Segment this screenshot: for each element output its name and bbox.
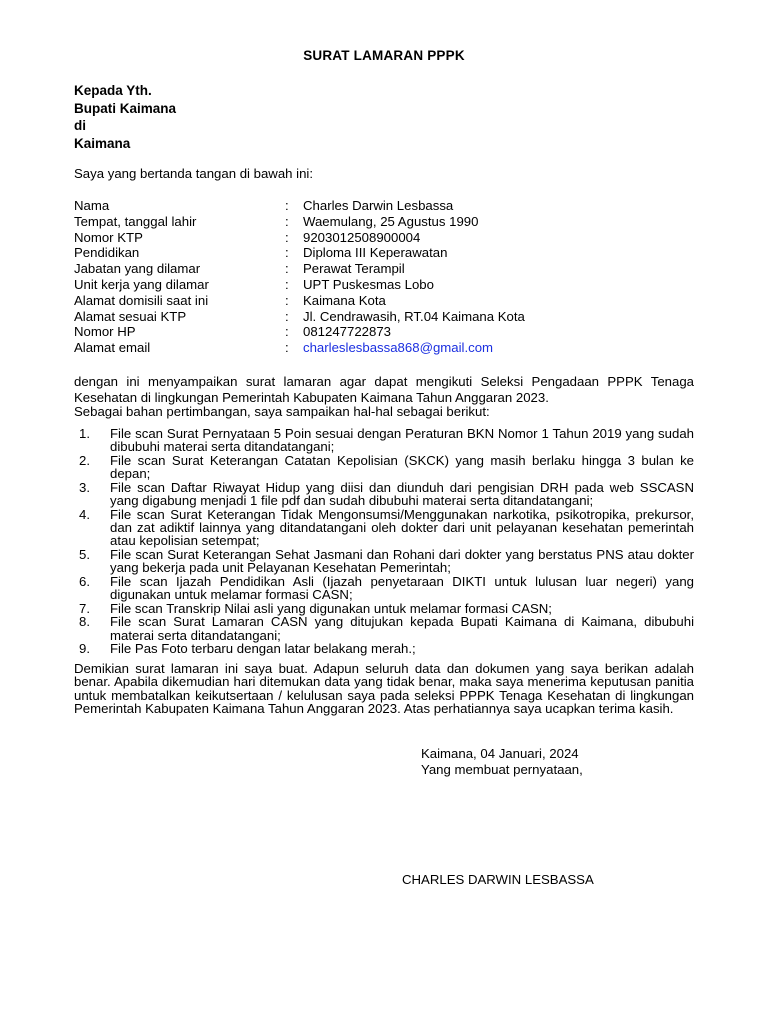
list-item-number: 5. <box>79 546 90 562</box>
signer-caption: Yang membuat pernyataan, <box>421 762 583 777</box>
field-label: Alamat email <box>74 340 151 356</box>
email-link[interactable]: charleslesbassa868@gmail.com <box>303 340 494 356</box>
document-title: SURAT LAMARAN PPPK <box>303 48 465 63</box>
field-colon: : <box>285 213 289 229</box>
field-colon: : <box>285 276 289 292</box>
field-value: 081247722873 <box>303 324 392 340</box>
list-item-number: 7. <box>79 600 90 616</box>
field-colon: : <box>285 261 289 277</box>
field-label: Alamat domisili saat ini <box>74 292 209 308</box>
list-item <box>74 427 694 454</box>
list-item-text: File scan Surat Lamaran CASN yang ditujukan kepada Bupati Kaimana di Kaimana, dibubuhi materai serta ditandatangani; <box>110 614 694 643</box>
field-value: Diploma III Keperawatan <box>303 245 448 261</box>
list-item-number: 2. <box>79 452 90 468</box>
field-colon: : <box>285 198 289 213</box>
field-label: Nama <box>74 198 110 213</box>
list-item <box>74 615 694 642</box>
recipient-line: Kepada Yth. <box>74 83 152 98</box>
field-value: UPT Puskesmas Lobo <box>303 276 434 292</box>
list-item <box>74 642 694 655</box>
list-item-number: 8. <box>79 614 90 630</box>
field-value: Waemulang, 25 Agustus 1990 <box>303 213 479 229</box>
list-item-number: 6. <box>79 573 90 589</box>
list-item-text: File scan Surat Keterangan Catatan Kepolisian (SKCK) yang masih berlaku hingga 3 bulan ke depan; <box>110 452 694 482</box>
list-item-text: File Pas Foto terbaru dengan latar belakang merah.; <box>110 641 416 657</box>
field-colon: : <box>285 324 289 340</box>
list-item-text: File scan Daftar Riwayat Hidup yang diisi dan diunduh dari pengisian DRH pada web SSCASN yang digabung menjadi 1 file pdf dan sudah dibubuhi materai serta ditandatangani; <box>110 479 694 509</box>
field-value: Charles Darwin Lesbassa <box>303 198 454 213</box>
field-colon: : <box>285 229 289 245</box>
list-item-text: File scan Ijazah Pendidikan Asli (Ijazah penyetaraan DIKTI untuk lulusan luar negeri) yang digunakan untuk melamar formasi CASN; <box>110 573 694 603</box>
closing-paragraph: Demikian surat lamaran ini saya buat. Adapun seluruh data dan dokumen yang saya berikan adalah benar. Apabila dikemudian hari ditemukan data yang tidak benar, maka saya menerima keputusan panitia untuk membatalkan keikutsertaan / kelulusan saya pada seleksi PPPK Tenaga Kesehatan di lingkungan Pemerintah Kabupaten Kaimana Tahun Anggaran 2023. Atas perhatiannya saya ucapkan terima kasih. <box>74 661 694 716</box>
field-value: Perawat Terampil <box>303 261 405 277</box>
field-label: Nomor KTP <box>74 229 143 245</box>
field-label: Jabatan yang dilamar <box>74 261 201 277</box>
field-value: 9203012508900004 <box>303 229 421 245</box>
field-label: Nomor HP <box>74 324 136 340</box>
field-colon: : <box>285 292 289 308</box>
field-label: Tempat, tanggal lahir <box>74 213 197 229</box>
intro-text: Saya yang bertanda tangan di bawah ini: <box>74 166 314 181</box>
field-colon: : <box>285 308 289 324</box>
recipient-line: Kaimana <box>74 136 131 152</box>
attachment-list <box>74 427 694 656</box>
list-item <box>74 481 694 508</box>
list-item <box>74 575 694 602</box>
list-item-text: File scan Surat Keterangan Sehat Jasmani dan Rohani dari dokter yang berstatus PNS atau dokter yang bekerja pada unit Pelayanan Kesehatan Pemerintah; <box>110 546 694 576</box>
list-item-number: 4. <box>79 506 90 522</box>
list-item <box>74 602 694 615</box>
place-date: Kaimana, 04 Januari, 2024 <box>421 746 579 761</box>
recipient-line: di <box>74 118 86 134</box>
list-item-text: File scan Surat Keterangan Tidak Mengonsumsi/Menggunakan narkotika, psikotropika, prekursor, dan zat adiktif lainnya yang ditandatangani oleh dokter dari unit pelayanan kesehatan pemerintah atau kepolisian setempat; <box>110 506 694 549</box>
list-item-number: 1. <box>79 426 90 441</box>
field-value: Kaimana Kota <box>303 292 386 308</box>
list-item-number: 3. <box>79 479 90 495</box>
recipient-line: Bupati Kaimana <box>74 100 177 116</box>
field-value: Jl. Cendrawasih, RT.04 Kaimana Kota <box>303 308 525 324</box>
field-label: Unit kerja yang dilamar <box>74 276 209 292</box>
recipient-block <box>74 82 176 153</box>
list-item <box>74 508 694 548</box>
list-item-text: File scan Transkrip Nilai asli yang digunakan untuk melamar formasi CASN; <box>110 600 552 616</box>
application-paragraph: dengan ini menyampaikan surat lamaran agar dapat mengikuti Seleksi Pengadaan PPPK Tenaga Kesehatan di lingkungan Pemerintah Kabupaten Kaimana Tahun Anggaran 2023. <box>74 374 694 405</box>
consideration-paragraph: Sebagai bahan pertimbangan, saya sampaikan hal-hal sebagai berikut: <box>74 404 490 419</box>
field-colon: : <box>285 245 289 261</box>
field-label: Pendidikan <box>74 245 140 261</box>
list-item <box>74 454 694 481</box>
field-label: Alamat sesuai KTP <box>74 308 187 324</box>
list-item <box>74 548 694 575</box>
list-item-text: File scan Surat Pernyataan 5 Poin sesuai dengan Peraturan BKN Nomor 1 Tahun 2019 yang sudah dibubuhi materai serta ditandatangani; <box>110 426 694 455</box>
signer-name: CHARLES DARWIN LESBASSA <box>402 872 594 887</box>
list-item-number: 9. <box>79 641 90 657</box>
field-colon: : <box>285 340 289 356</box>
